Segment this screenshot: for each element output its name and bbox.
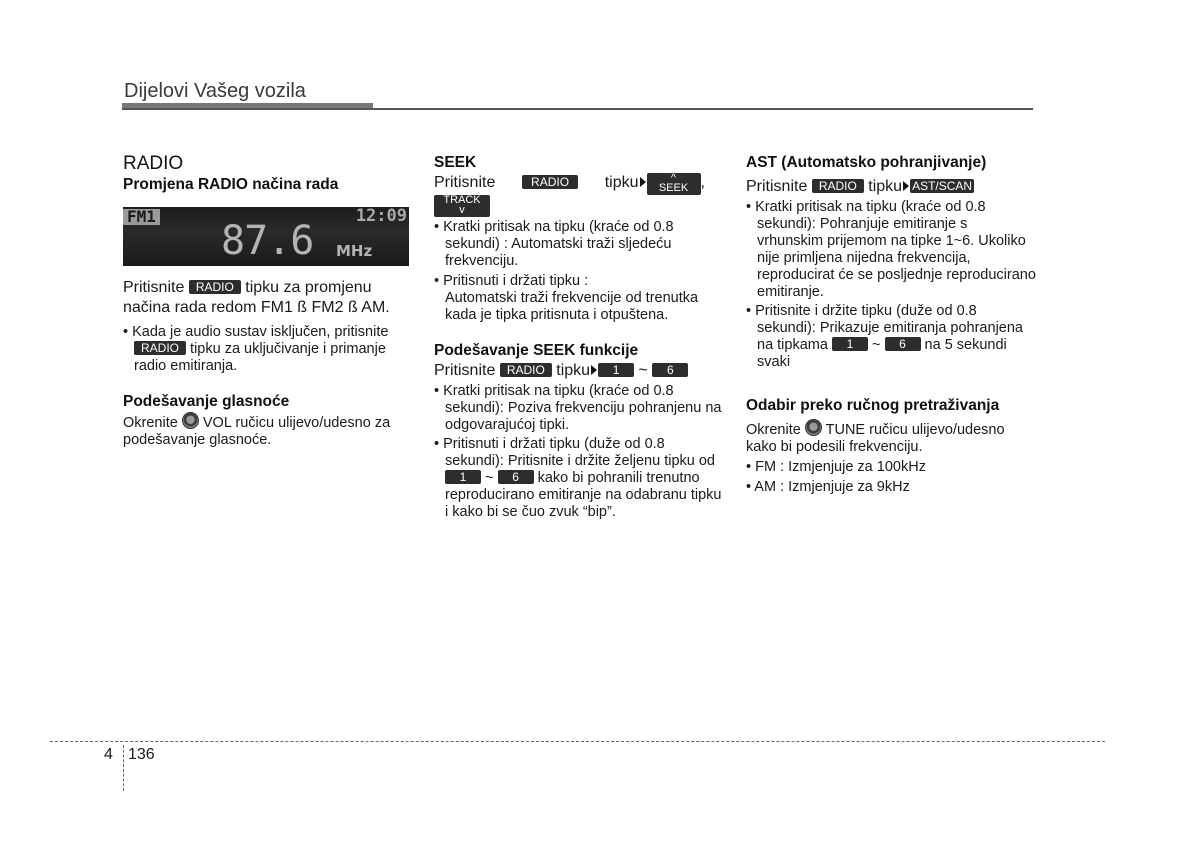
volume-instruction	[123, 412, 413, 449]
key-6: 6	[652, 363, 688, 377]
text: na 5 sekundi svaki	[757, 337, 1007, 370]
text: Okrenite	[123, 415, 178, 431]
key-6: 6	[498, 470, 534, 484]
key-1: 1	[832, 337, 868, 351]
column-ast	[746, 153, 1036, 496]
text: tipku	[868, 178, 903, 195]
bullet-ast-short: • Kratki pritisak na tipku (kraće od 0.8 sekundi): Pohranjuje emitiranje s vrhunskim prijemom na tipke 1~6. Ukoliko nije primljena nijedna frekvencija, reproducirat će se posljednje reproducirano emitiranje.	[746, 199, 1036, 300]
knob-icon	[805, 419, 822, 436]
display-clock: 12:09	[355, 207, 407, 226]
tilde: ~	[872, 337, 881, 353]
subtitle-radio-mode: Promjena RADIO načina rada	[123, 176, 339, 193]
key-6: 6	[885, 337, 921, 351]
key-1: 1	[598, 363, 634, 377]
arrow-right-icon	[903, 181, 909, 191]
bullet-recall: • Kratki pritisak na tipku (kraće od 0.8 sekundi): Poziva frekvenciju pohranjenu na odgovarajućoj tipki.	[434, 383, 722, 433]
seek-key-label: SEEK	[658, 182, 689, 194]
radio-mode-instruction	[123, 278, 413, 318]
text: Okrenite	[746, 422, 801, 438]
radio-key: RADIO	[812, 179, 864, 193]
bullet-long-press	[434, 273, 724, 324]
display-band: FM1	[123, 209, 160, 225]
heading-ast: AST (Automatsko pohranjivanje)	[746, 154, 987, 171]
track-key: TRACK v	[434, 195, 490, 217]
arrow-right-icon	[640, 177, 646, 187]
track-key-label: TRACK	[443, 194, 481, 206]
seek-key: ^ SEEK	[647, 173, 701, 195]
display-frequency: 87.6	[221, 218, 314, 264]
heading-volume: Podešavanje glasnoće	[123, 393, 290, 410]
tilde: ~	[485, 470, 494, 486]
knob-icon	[182, 412, 199, 429]
section-title-radio: RADIO	[123, 153, 184, 174]
arrow-right-icon	[591, 365, 597, 375]
bullet-fm-step: • FM : Izmjenjuje za 100kHz	[746, 459, 926, 475]
display-unit: MHz	[336, 242, 373, 260]
footer-dotted-separator	[123, 745, 124, 791]
bullet-power-off	[123, 324, 413, 375]
radio-key: RADIO	[189, 280, 241, 294]
text: tipku za promjenu načina rada redom FM1 ß FM2 ß AM.	[123, 279, 390, 316]
page-header-title: Dijelovi Vašeg vozila	[124, 80, 306, 102]
heading-seek-function: Podešavanje SEEK funkcije	[434, 342, 639, 359]
text: • Pritisnuti i držati tipku (duže od 0.8 sekundi): Pritisnite i držite željenu tipku od	[434, 436, 715, 469]
radio-display-image	[123, 207, 409, 266]
tilde: ~	[638, 362, 648, 379]
text: • Pritisnuti i držati tipku :	[434, 273, 589, 289]
text: Pritisnite	[123, 279, 185, 296]
text: tipku za uključivanje i primanje radio emitiranja.	[134, 341, 386, 374]
key-1: 1	[445, 470, 481, 484]
ast-scan-key: AST/SCAN	[912, 179, 973, 193]
text: Pritisnite	[746, 178, 808, 195]
text: TUNE ručicu ulijevo/udesno kako bi podesili frekvenciju.	[746, 422, 1005, 455]
bullet-store	[434, 436, 724, 521]
column-seek	[434, 153, 724, 521]
seek-function-instruction	[434, 361, 724, 381]
text: tipku	[556, 362, 591, 379]
bullet-short-press: • Kratki pritisak na tipku (kraće od 0.8 sekundi) : Automatski traži sljedeću frekvenciju.	[434, 219, 674, 269]
text: Pritisnite	[434, 362, 496, 379]
text: kako bi pohranili trenutno reproducirano emitiranje na odabranu tipku i kako bi se čuo zvuk “bip”.	[445, 470, 722, 520]
heading-manual-tuning: Odabir preko ručnog pretraživanja	[746, 397, 1000, 414]
text: tipku	[604, 174, 639, 191]
seek-instruction	[434, 173, 724, 219]
text: Automatski traži frekvencije od trenutka kada je tipka pritisnuta i otpuštena.	[445, 290, 699, 323]
text: ,	[700, 174, 705, 191]
chapter-number: 4	[104, 746, 113, 763]
footer-dotted-rule	[50, 741, 1105, 742]
heading-seek: SEEK	[434, 154, 477, 171]
text: • Kada je audio sustav isključen, pritisnite	[123, 324, 389, 340]
bullet-ast-long	[746, 303, 1036, 371]
column-radio	[123, 153, 413, 449]
text: Pritisnite	[434, 174, 496, 191]
bullet-am-step: • AM : Izmjenjuje za 9kHz	[746, 479, 910, 495]
radio-key: RADIO	[134, 341, 186, 355]
text: • Pritisnite i držite tipku (duže od 0.8 sekundi): Prikazuje emitiranja pohranjena na tipkama	[746, 303, 1023, 353]
radio-key: RADIO	[522, 175, 578, 189]
text: VOL ručicu ulijevo/udesno za podešavanje glasnoće.	[123, 415, 391, 448]
header-rule	[122, 108, 1033, 110]
tune-instruction	[746, 419, 1036, 456]
ast-instruction	[746, 177, 1036, 197]
page-number: 136	[128, 746, 155, 763]
radio-key: RADIO	[500, 363, 552, 377]
